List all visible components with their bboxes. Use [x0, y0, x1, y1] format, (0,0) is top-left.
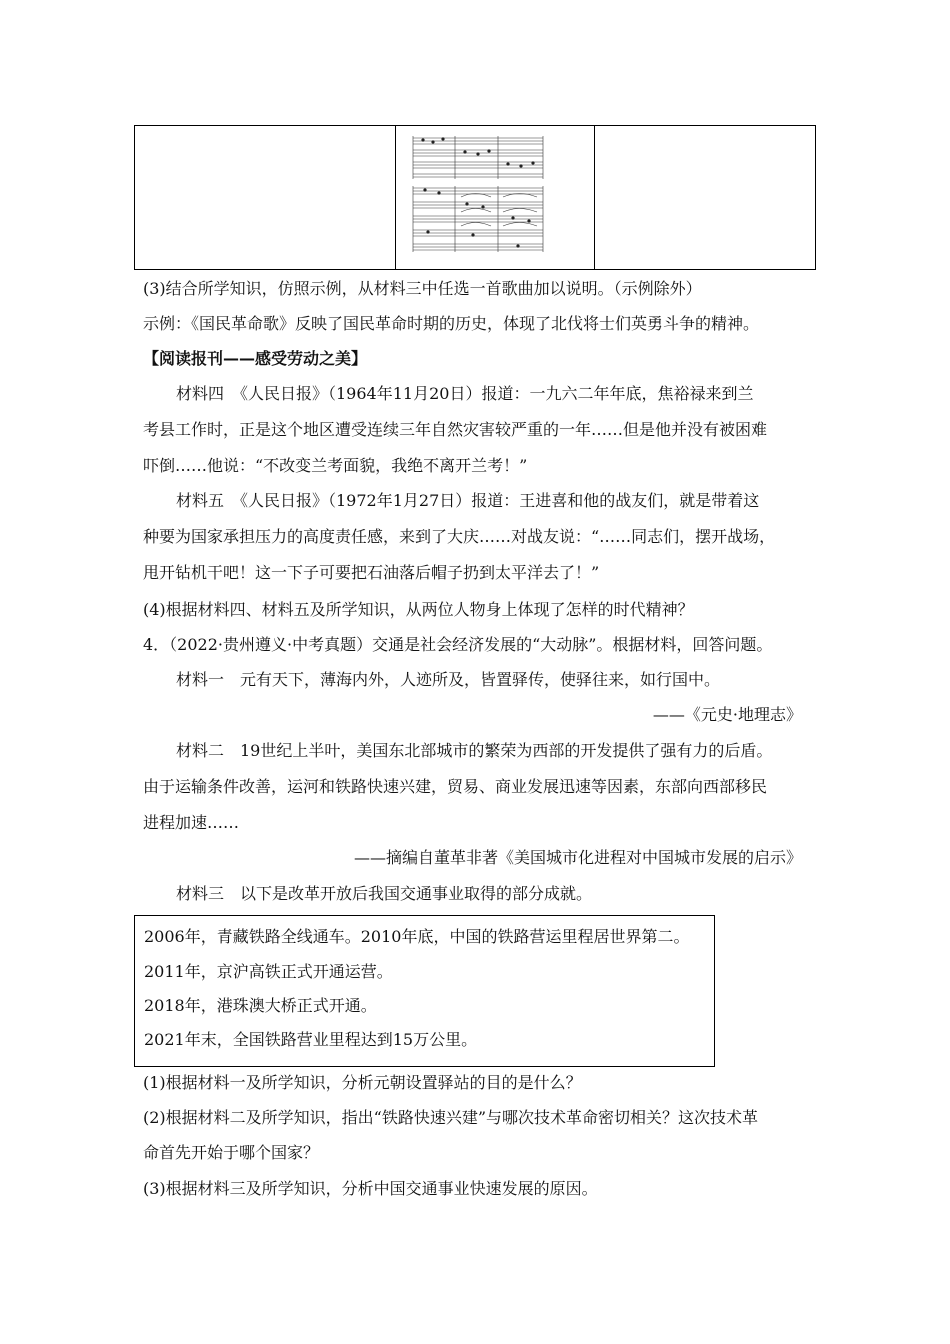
p4-material2-line2: 由于运输条件改善，运河和铁路快速兴建，贸易、商业发展迅速等因素，东部向西部移民 — [143, 777, 768, 796]
p4-question-3: (3)根据材料三及所学知识，分析中国交通事业快速发展的原因。 — [143, 1179, 598, 1198]
material5-line3: 甩开钻机干吧！这一下子可要把石油落后帽子扔到太平洋去了！” — [143, 563, 600, 582]
material4-line2: 考县工作时，正是这个地区遭受连续三年自然灾害较严重的一年……但是他并没有被困难 — [143, 420, 768, 439]
material3-song-table — [134, 125, 816, 270]
p4-material3: 材料三 以下是改革开放后我国交通事业取得的部分成就。 — [176, 884, 593, 903]
material5-line1: 材料五 《人民日报》（1972年1月27日）报道：王进喜和他的战友们，就是带着这 — [176, 491, 760, 510]
material4-line3: 吓倒……他说：“不改变兰考面貌，我绝不离开兰考！” — [143, 456, 528, 475]
table-column-divider — [395, 126, 396, 269]
reading-heading: 【阅读报刊——感受劳动之美】 — [143, 349, 368, 368]
p4-question-2-line1: (2)根据材料二及所学知识，指出“铁路快速兴建”与哪次技术革命密切相关？这次技术革 — [143, 1108, 759, 1127]
p4-question-1: (1)根据材料一及所学知识，分析元朝设置驿站的目的是什么？ — [143, 1073, 582, 1092]
question-3-prev: (3)结合所学知识，仿照示例，从材料三中任选一首歌曲加以说明。（示例除外） — [143, 279, 702, 298]
problem4-stem: 4．（2022·贵州遵义·中考真题）交通是社会经济发展的“大动脉”。根据材料，回答问题。 — [143, 635, 773, 654]
p4-material2-source: ——摘编自董革非著《美国城市化进程对中国城市发展的启示》 — [353, 848, 802, 867]
material3-achievements-box — [134, 915, 715, 1067]
p4-material1-source: ——《元史·地理志》 — [652, 705, 802, 724]
achievement-item: 2011年，京沪高铁正式开通运营。 — [144, 962, 393, 981]
example-text: 示例：《国民革命歌》反映了国民革命时期的历史，体现了北伐将士们英勇斗争的精神。 — [143, 314, 760, 333]
achievement-item: 2021年末，全国铁路营业里程达到15万公里。 — [144, 1030, 478, 1049]
p4-material2-line3: 进程加速…… — [143, 813, 240, 832]
material5-line2: 种要为国家承担压力的高度责任感，来到了大庆……对战友说：“……同志们，摆开战场， — [143, 527, 776, 546]
question-4-prev: (4)根据材料四、材料五及所学知识，从两位人物身上体现了怎样的时代精神？ — [143, 600, 694, 619]
material4-line1: 材料四 《人民日报》（1964年11月20日）报道：一九六二年年底，焦裕禄来到兰 — [176, 384, 754, 403]
achievement-item: 2018年，港珠澳大桥正式开通。 — [144, 996, 377, 1015]
p4-question-2-line2: 命首先开始于哪个国家？ — [143, 1143, 320, 1162]
table-column-divider — [594, 126, 595, 269]
p4-material2-line1: 材料二 19世纪上半叶，美国东北部城市的繁荣为西部的开发提供了强有力的后盾。 — [176, 741, 773, 760]
p4-material1: 材料一 元有天下，薄海内外，人迹所及，皆置驿传，使驿往来，如行国中。 — [176, 670, 721, 689]
achievement-item: 2006年，青藏铁路全线通车。2010年底，中国的铁路营运里程居世界第二。 — [144, 927, 690, 946]
music-score-image — [403, 132, 553, 262]
